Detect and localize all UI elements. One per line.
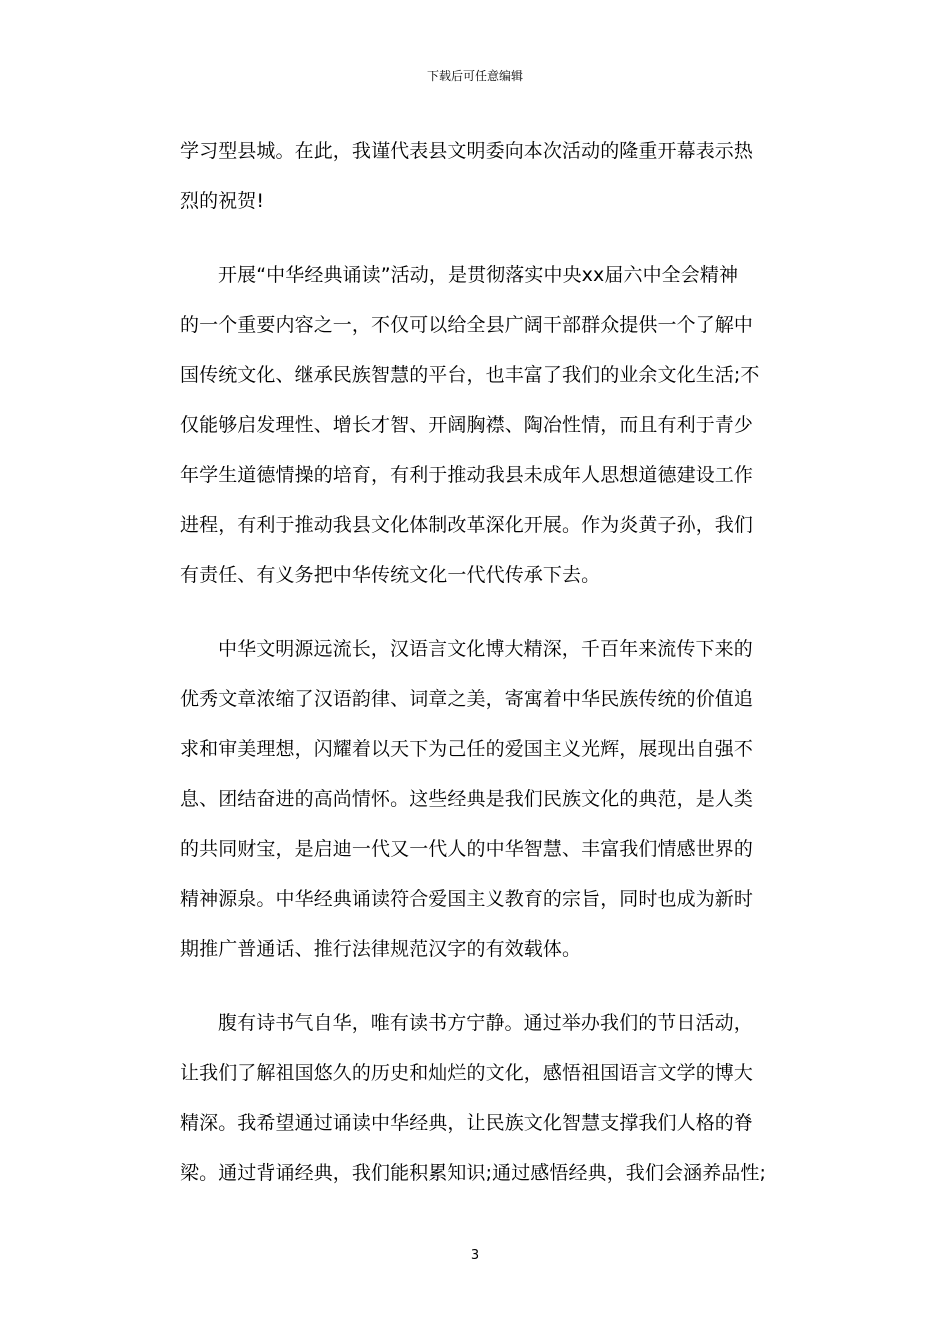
body-line: 烈的祝贺! xyxy=(180,190,265,212)
body-line: 年学生道德情操的培育，有利于推动我县未成年人思想道德建设工作 xyxy=(180,464,754,486)
body-line: 求和审美理想，闪耀着以天下为己任的爱国主义光辉，展现出自强不 xyxy=(180,738,754,760)
body-line: 梁。通过背诵经典，我们能积累知识;通过感悟经典，我们会涵养品性; xyxy=(180,1162,767,1184)
body-line: 进程，有利于推动我县文化体制改革深化开展。作为炎黄子孙，我们 xyxy=(180,514,754,536)
body-line: 学习型县城。在此，我谨代表县文明委向本次活动的隆重开幕表示热 xyxy=(180,140,754,162)
page-number: 3 xyxy=(470,1248,480,1263)
paragraph-first-line: 中华文明源远流长，汉语言文化博大精深，千百年来流传下来的 xyxy=(218,638,753,660)
page-header: 下载后可任意编辑 xyxy=(426,69,523,83)
paragraph-first-line: 腹有诗书气自华，唯有读书方宁静。通过举办我们的节日活动， xyxy=(218,1012,753,1034)
body-line: 让我们了解祖国悠久的历史和灿烂的文化，感悟祖国语言文学的博大 xyxy=(180,1062,754,1084)
body-line: 精神源泉。中华经典诵读符合爱国主义教育的宗旨，同时也成为新时 xyxy=(180,888,754,910)
body-line: 有责任、有义务把中华传统文化一代代传承下去。 xyxy=(180,564,601,586)
body-line: 优秀文章浓缩了汉语韵律、词章之美，寄寓着中华民族传统的价值追 xyxy=(180,688,754,710)
body-line: 期推广普通话、推行法律规范汉字的有效载体。 xyxy=(180,938,582,960)
body-line: 的一个重要内容之一，不仅可以给全县广阔干部群众提供一个了解中 xyxy=(180,314,754,336)
body-line: 精深。我希望通过诵读中华经典，让民族文化智慧支撑我们人格的脊 xyxy=(180,1112,754,1134)
body-line: 息、团结奋进的高尚情怀。这些经典是我们民族文化的典范，是人类 xyxy=(180,788,754,810)
body-line: 仅能够启发理性、增长才智、开阔胸襟、陶冶性情，而且有利于青少 xyxy=(180,414,754,436)
body-line: 的共同财宝，是启迪一代又一代人的中华智慧、丰富我们情感世界的 xyxy=(180,838,754,860)
body-line: 国传统文化、继承民族智慧的平台，也丰富了我们的业余文化生活;不 xyxy=(180,364,760,386)
paragraph-first-line: 开展“中华经典诵读”活动，是贯彻落实中央xx届六中全会精神 xyxy=(218,264,739,286)
